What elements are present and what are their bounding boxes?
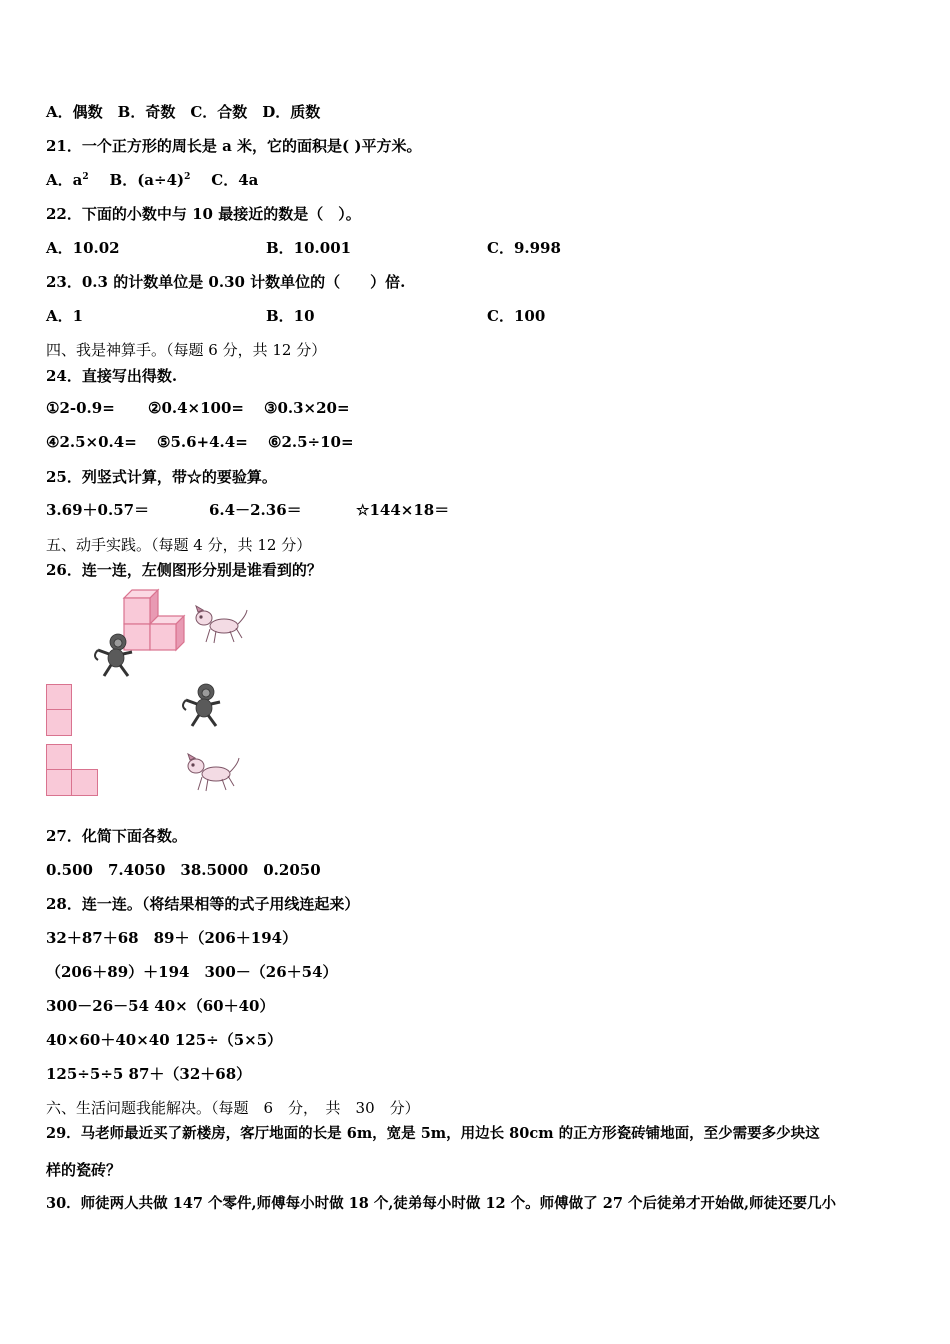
q24-item-6: ⑥2.5÷10=: [268, 433, 354, 451]
q25-item-1: 3.69＋0.57＝: [46, 501, 150, 519]
q23-option-c: C．100: [487, 307, 546, 325]
q21-stem: 21．一个正方形的周长是 a 米，它的面积是( )平方米。: [46, 137, 422, 155]
q22-option-c: C．9.998: [487, 239, 561, 257]
q30-line-1: 30．师徒两人共做 147 个零件,师傅每小时做 18 个,徒弟每小时做 12 个。师傅做了 27 个后徒弟才开始做,师徒还要几小: [46, 1195, 837, 1212]
q25-item-3: ☆144×18＝: [356, 501, 450, 519]
section-5-heading: 五、动手实践。（每题 4 分，共 12 分）: [46, 536, 312, 554]
q27-numbers: 0.500 7.4050 38.5000 0.2050: [46, 861, 321, 879]
monkey-icon: [92, 632, 136, 680]
q20-options: A．偶数 B．奇数 C．合数 D．质数: [46, 103, 321, 121]
q25-stem: 25．列竖式计算，带☆的要验算。: [46, 468, 277, 486]
q24-item-1: ①2-0.9=: [46, 399, 115, 417]
q24-stem: 24．直接写出得数.: [46, 367, 178, 385]
q21-option-a: A．$a^2$: [46, 171, 89, 189]
q22-stem: 22．下面的小数中与 10 最接近的数是（ ）。: [46, 205, 361, 223]
q21-options: [46, 170, 258, 190]
q28-row: 40×60＋40×40 125÷（5×5）: [46, 1031, 283, 1049]
q29-line-2: 样的瓷砖？: [46, 1161, 122, 1179]
view-l-shape-squares: [46, 744, 98, 796]
q22-option-a: A．10.02: [46, 239, 120, 257]
q28-row: 300－26－54 40×（60＋40）: [46, 997, 275, 1015]
q24-item-5: ⑤5.6+4.4=: [157, 433, 248, 451]
section-4-heading: 四、我是神算手。（每题 6 分，共 12 分）: [46, 341, 327, 359]
q28-row: （206＋89）＋194 300－（26＋54）: [46, 963, 338, 981]
q24-item-2: ②0.4×100=: [148, 399, 244, 417]
q23-stem: 23．0.3 的计数单位是 0.30 计数单位的（ ）倍.: [46, 273, 406, 291]
q21-option-c: C．4a: [211, 171, 259, 189]
q25-item-2: 6.4－2.36＝: [209, 501, 302, 519]
q21-option-b: B．$(a\div 4)^2$: [109, 171, 191, 189]
dog-icon: [182, 752, 242, 794]
q23-option-a: A．1: [46, 307, 84, 325]
q24-item-3: ③0.3×20=: [264, 399, 350, 417]
section-6-heading: 六、生活问题我能解决。（每题 6 分， 共 30 分）: [46, 1099, 420, 1117]
q28-row: 32＋87＋68 89＋（206＋194）: [46, 929, 298, 947]
dog-icon: [190, 604, 250, 646]
q24-item-4: ④2.5×0.4=: [46, 433, 137, 451]
view-two-stacked-squares: [46, 684, 72, 736]
q22-option-b: B．10.001: [266, 239, 352, 257]
q23-option-b: B．10: [266, 307, 315, 325]
q28-row: 125÷5÷5 87＋（32＋68）: [46, 1065, 252, 1083]
monkey-icon: [180, 682, 224, 728]
q26-stem: 26．连一连，左侧图形分别是谁看到的？: [46, 561, 322, 579]
q29-line-1: 29．马老师最近买了新楼房，客厅地面的长是 6m，宽是 5m，用边长 80cm 的正方形瓷砖铺地面，至少需要多少块这: [46, 1125, 820, 1142]
q27-stem: 27．化简下面各数。: [46, 827, 187, 845]
q28-stem: 28．连一连。（将结果相等的式子用线连起来）: [46, 895, 360, 913]
